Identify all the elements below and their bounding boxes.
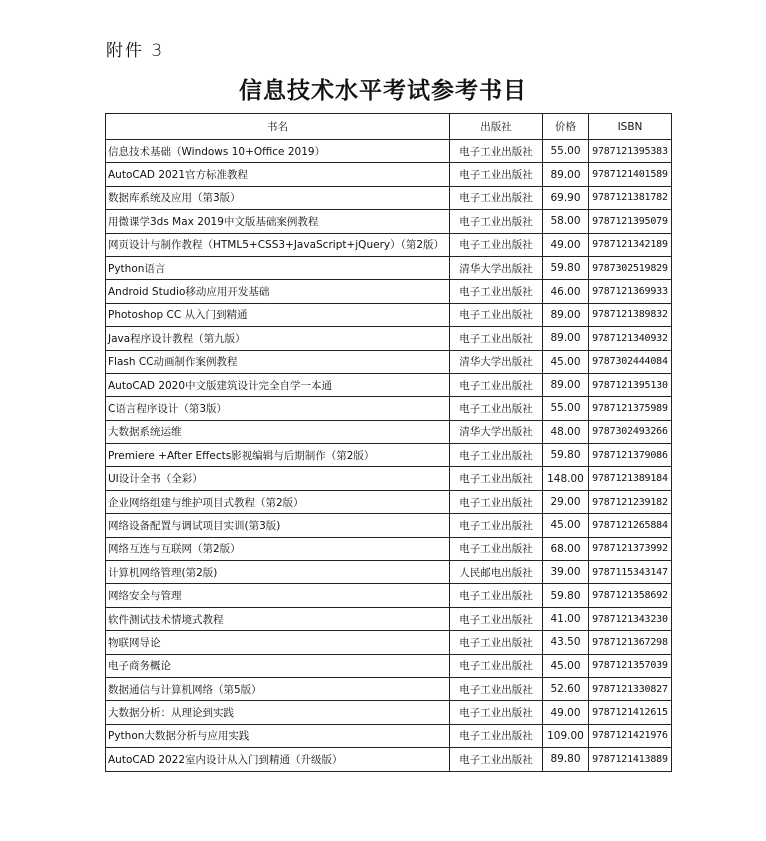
publisher-cell: 人民邮电出版社	[450, 561, 543, 584]
price-cell: 49.00	[543, 233, 589, 256]
publisher-cell: 电子工业出版社	[450, 233, 543, 256]
isbn-cell: 9787121421976	[589, 724, 672, 747]
document-title: 信息技术水平考试参考书目	[239, 77, 527, 104]
price-cell: 89.00	[543, 303, 589, 326]
publisher-cell: 电子工业出版社	[450, 677, 543, 700]
isbn-cell: 9787121369933	[589, 280, 672, 303]
price-cell: 52.60	[543, 677, 589, 700]
table-row	[106, 724, 672, 747]
publisher-cell: 电子工业出版社	[450, 748, 543, 771]
isbn-cell: 9787121379086	[589, 444, 672, 467]
isbn-cell: 9787121401589	[589, 163, 672, 186]
book-name-cell: Android Studio移动应用开发基础	[106, 280, 450, 303]
table-row	[106, 607, 672, 630]
table-row	[106, 654, 672, 677]
price-cell: 148.00	[543, 467, 589, 490]
book-name-cell: 数据库系统及应用（第3版）	[106, 186, 450, 209]
publisher-cell: 电子工业出版社	[450, 537, 543, 560]
publisher-cell: 电子工业出版社	[450, 514, 543, 537]
isbn-cell: 9787121358692	[589, 584, 672, 607]
isbn-cell: 9787121381782	[589, 186, 672, 209]
publisher-cell: 电子工业出版社	[450, 303, 543, 326]
isbn-cell: 9787121340932	[589, 327, 672, 350]
book-name-cell: Python语言	[106, 256, 450, 279]
table-row	[106, 677, 672, 700]
isbn-cell: 9787302444084	[589, 350, 672, 373]
isbn-cell: 9787121375989	[589, 397, 672, 420]
table-row	[106, 256, 672, 279]
publisher-cell: 电子工业出版社	[450, 444, 543, 467]
price-cell: 89.80	[543, 748, 589, 771]
book-name-cell: 数据通信与计算机网络（第5版）	[106, 677, 450, 700]
publisher-cell: 清华大学出版社	[450, 256, 543, 279]
book-name-cell: 大数据分析：从理论到实践	[106, 701, 450, 724]
isbn-cell: 9787121373992	[589, 537, 672, 560]
book-name-cell: 电子商务概论	[106, 654, 450, 677]
isbn-cell: 9787121395079	[589, 210, 672, 233]
book-name-cell: AutoCAD 2020中文版建筑设计完全自学一本通	[106, 373, 450, 396]
table-row	[106, 490, 672, 513]
isbn-cell: 9787121389832	[589, 303, 672, 326]
price-cell: 49.00	[543, 701, 589, 724]
isbn-cell: 9787121357039	[589, 654, 672, 677]
header-price: 价格	[543, 114, 589, 140]
book-name-cell: Flash CC动画制作案例教程	[106, 350, 450, 373]
table-row	[106, 397, 672, 420]
header-name: 书名	[106, 114, 450, 140]
book-name-cell: Java程序设计教程（第九版）	[106, 327, 450, 350]
price-cell: 46.00	[543, 280, 589, 303]
publisher-cell: 电子工业出版社	[450, 186, 543, 209]
publisher-cell: 电子工业出版社	[450, 631, 543, 654]
publisher-cell: 电子工业出版社	[450, 163, 543, 186]
isbn-cell: 9787115343147	[589, 561, 672, 584]
price-cell: 45.00	[543, 514, 589, 537]
book-name-cell: 网络互连与互联网（第2版）	[106, 537, 450, 560]
book-name-cell: 计算机网络管理(第2版)	[106, 561, 450, 584]
isbn-cell: 9787302519829	[589, 256, 672, 279]
isbn-cell: 9787302493266	[589, 420, 672, 443]
table-row	[106, 444, 672, 467]
price-cell: 29.00	[543, 490, 589, 513]
price-cell: 69.90	[543, 186, 589, 209]
table-row	[106, 140, 672, 163]
table-row	[106, 163, 672, 186]
price-cell: 55.00	[543, 140, 589, 163]
publisher-cell: 电子工业出版社	[450, 490, 543, 513]
table-row	[106, 701, 672, 724]
table-row	[106, 467, 672, 490]
publisher-cell: 电子工业出版社	[450, 397, 543, 420]
book-name-cell: Python大数据分析与应用实践	[106, 724, 450, 747]
book-name-cell: 企业网络组建与维护项目式教程（第2版）	[106, 490, 450, 513]
price-cell: 59.80	[543, 444, 589, 467]
publisher-cell: 清华大学出版社	[450, 350, 543, 373]
publisher-cell: 电子工业出版社	[450, 210, 543, 233]
isbn-cell: 9787121367298	[589, 631, 672, 654]
book-name-cell: 大数据系统运维	[106, 420, 450, 443]
publisher-cell: 电子工业出版社	[450, 724, 543, 747]
table-row	[106, 373, 672, 396]
price-cell: 89.00	[543, 327, 589, 350]
price-cell: 45.00	[543, 654, 589, 677]
table-row	[106, 631, 672, 654]
isbn-cell: 9787121395130	[589, 373, 672, 396]
book-list-table	[105, 113, 672, 772]
book-name-cell: 用微课学3ds Max 2019中文版基础案例教程	[106, 210, 450, 233]
header-isbn: ISBN	[589, 114, 672, 140]
publisher-cell: 电子工业出版社	[450, 584, 543, 607]
book-name-cell: Photoshop CC 从入门到精通	[106, 303, 450, 326]
table-row	[106, 420, 672, 443]
price-cell: 89.00	[543, 373, 589, 396]
price-cell: 55.00	[543, 397, 589, 420]
table-row	[106, 584, 672, 607]
publisher-cell: 电子工业出版社	[450, 280, 543, 303]
isbn-cell: 9787121412615	[589, 701, 672, 724]
publisher-cell: 清华大学出版社	[450, 420, 543, 443]
table-row	[106, 233, 672, 256]
isbn-cell: 9787121343230	[589, 607, 672, 630]
price-cell: 45.00	[543, 350, 589, 373]
publisher-cell: 电子工业出版社	[450, 467, 543, 490]
price-cell: 48.00	[543, 420, 589, 443]
isbn-cell: 9787121413889	[589, 748, 672, 771]
book-name-cell: AutoCAD 2021官方标准教程	[106, 163, 450, 186]
price-cell: 109.00	[543, 724, 589, 747]
isbn-cell: 9787121395383	[589, 140, 672, 163]
price-cell: 68.00	[543, 537, 589, 560]
book-name-cell: C语言程序设计（第3版）	[106, 397, 450, 420]
attachment-label: 附件 3	[106, 41, 165, 61]
table-header-row	[106, 114, 672, 140]
price-cell: 39.00	[543, 561, 589, 584]
table-row	[106, 350, 672, 373]
isbn-cell: 9787121265884	[589, 514, 672, 537]
book-name-cell: 信息技术基础（Windows 10+Office 2019）	[106, 140, 450, 163]
book-name-cell: AutoCAD 2022室内设计从入门到精通（升级版）	[106, 748, 450, 771]
book-name-cell: 软件测试技术情境式教程	[106, 607, 450, 630]
book-name-cell: 网络安全与管理	[106, 584, 450, 607]
table-row	[106, 748, 672, 771]
table-row	[106, 303, 672, 326]
price-cell: 89.00	[543, 163, 589, 186]
publisher-cell: 电子工业出版社	[450, 607, 543, 630]
price-cell: 59.80	[543, 256, 589, 279]
publisher-cell: 电子工业出版社	[450, 373, 543, 396]
book-name-cell: UI设计全书（全彩）	[106, 467, 450, 490]
table-row	[106, 186, 672, 209]
isbn-cell: 9787121389184	[589, 467, 672, 490]
publisher-cell: 电子工业出版社	[450, 701, 543, 724]
price-cell: 59.80	[543, 584, 589, 607]
price-cell: 41.00	[543, 607, 589, 630]
table-row	[106, 514, 672, 537]
table-row	[106, 327, 672, 350]
publisher-cell: 电子工业出版社	[450, 140, 543, 163]
price-cell: 58.00	[543, 210, 589, 233]
isbn-cell: 9787121342189	[589, 233, 672, 256]
book-name-cell: Premiere +After Effects影视编辑与后期制作（第2版）	[106, 444, 450, 467]
price-cell: 43.50	[543, 631, 589, 654]
book-name-cell: 物联网导论	[106, 631, 450, 654]
table-row	[106, 210, 672, 233]
isbn-cell: 9787121330827	[589, 677, 672, 700]
table-row	[106, 561, 672, 584]
publisher-cell: 电子工业出版社	[450, 654, 543, 677]
book-name-cell: 网络设备配置与调试项目实训(第3版)	[106, 514, 450, 537]
publisher-cell: 电子工业出版社	[450, 327, 543, 350]
table-row	[106, 537, 672, 560]
book-name-cell: 网页设计与制作教程（HTML5+CSS3+JavaScript+jQuery）（第2版）	[106, 233, 450, 256]
isbn-cell: 9787121239182	[589, 490, 672, 513]
header-publisher: 出版社	[450, 114, 543, 140]
table-row	[106, 280, 672, 303]
